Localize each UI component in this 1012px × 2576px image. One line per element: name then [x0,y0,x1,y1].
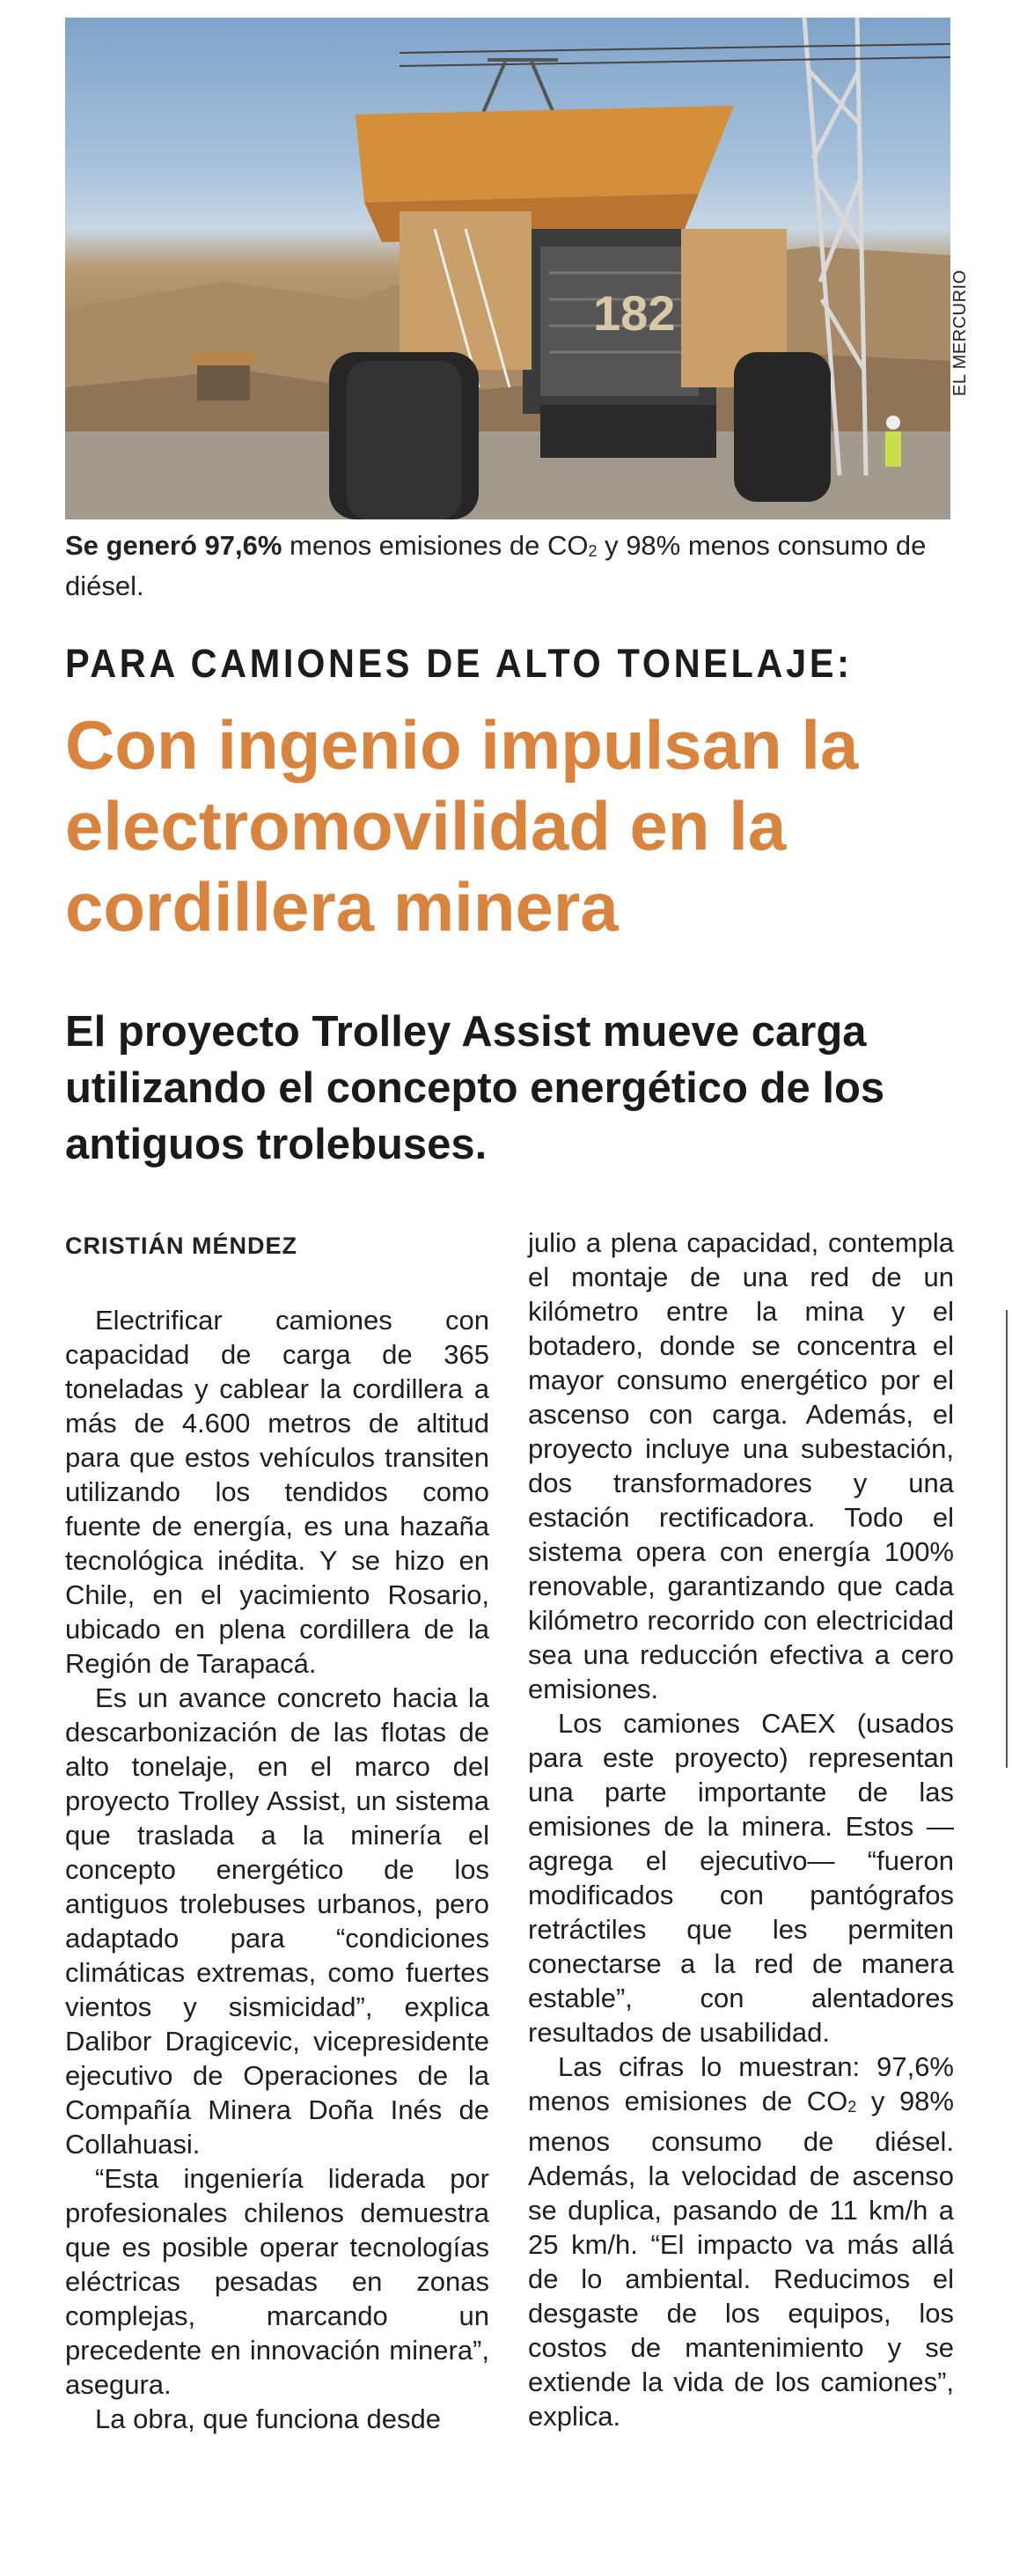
paragraph: Los camiones CAEX (usados para este proyecto) representan una parte importante de las emisiones de la minera. Estos —agrega el ejecutivo— “fueron modificados con pantógrafos retráctiles que les permiten conectarse a la red de manera estable”, con alentadores resultados de usabilidad. [528,1708,954,2048]
article-column-1 [65,1303,489,2436]
kicker: PARA CAMIONES DE ALTO TONELAJE: [65,641,853,686]
column-rule [1006,1310,1008,1768]
paragraph: Es un avance concreto hacia la descarbonización de las flotas de alto tonelaje, en el marco del proyecto Trolley Assist, un sistema que traslada a la minería el concepto energético de los antiguos trolebuses urbanos, pero adaptado para “condiciones climáticas extremas, como fuertes vientos y sismicidad”, explica Dalibor Dragicevic, vicepresidente ejecutivo de Operaciones de la Compañía Minera Doña Inés de Collahuasi. [65,1682,489,2160]
article-column-2 [528,1225,954,2433]
headline: Con ingenio impulsan la electromovilidad en la cordillera minera [65,706,859,946]
paragraph: “Esta ingeniería liderada por profesionales chilenos demuestra que es posible operar tecnologías eléctricas pesadas en zonas complejas, marcando un precedente en innovación minera”, asegura. [65,2163,489,2400]
paragraph: Electrificar camiones con capacidad de carga de 365 toneladas y cablear la cordillera a más de 4.600 metros de altitud para que estos vehículos transiten utilizando los tendidos como fuente de energía, es una hazaña tecnológica inédita. Y se hizo en Chile, en el yacimiento Rosario, ubicado en plena cordillera de la Región de Tarapacá. [65,1305,489,1679]
photo-caption: Se generó 97,6% menos emisiones de $CO_2$ y 98% menos consumo de diésel. [65,530,927,601]
byline: CRISTIÁN MÉNDEZ [65,1233,297,1259]
paragraph: La obra, que funciona desde [95,2403,441,2434]
mining-truck-photo [65,18,950,519]
svg-text:182: 182 [593,285,676,341]
deck-subtitle: El proyecto Trolley Assist mueve carga utilizando el concepto energético de los antiguos trolebuses. [65,1008,885,1168]
paragraph: julio a plena capacidad, contempla el montaje de una red de un kilómetro entre la mina y el botadero, donde se concentra el mayor consumo energético por el ascenso con carga. Además, el proyecto incluye una subestación, dos transformadores y una estación rectificadora. Todo el sistema opera con energía 100% renovable, garantizando que cada kilómetro recorrido con electricidad sea una reducción efectiva a cero emisiones. [528,1227,954,1704]
paragraph: Las cifras lo muestran: 97,6% menos emisiones de $CO_2$ y 98% menos consumo de diésel. Además, la velocidad de ascenso se duplica, pasando de 11 km/h a 25 km/h. “El impacto va más allá de lo ambiental. Reducimos el desgaste de los equipos, los costos de mantenimiento y se extiende la vida de los camiones”, explica. [528,2051,954,2432]
truck-illustration [65,18,950,519]
